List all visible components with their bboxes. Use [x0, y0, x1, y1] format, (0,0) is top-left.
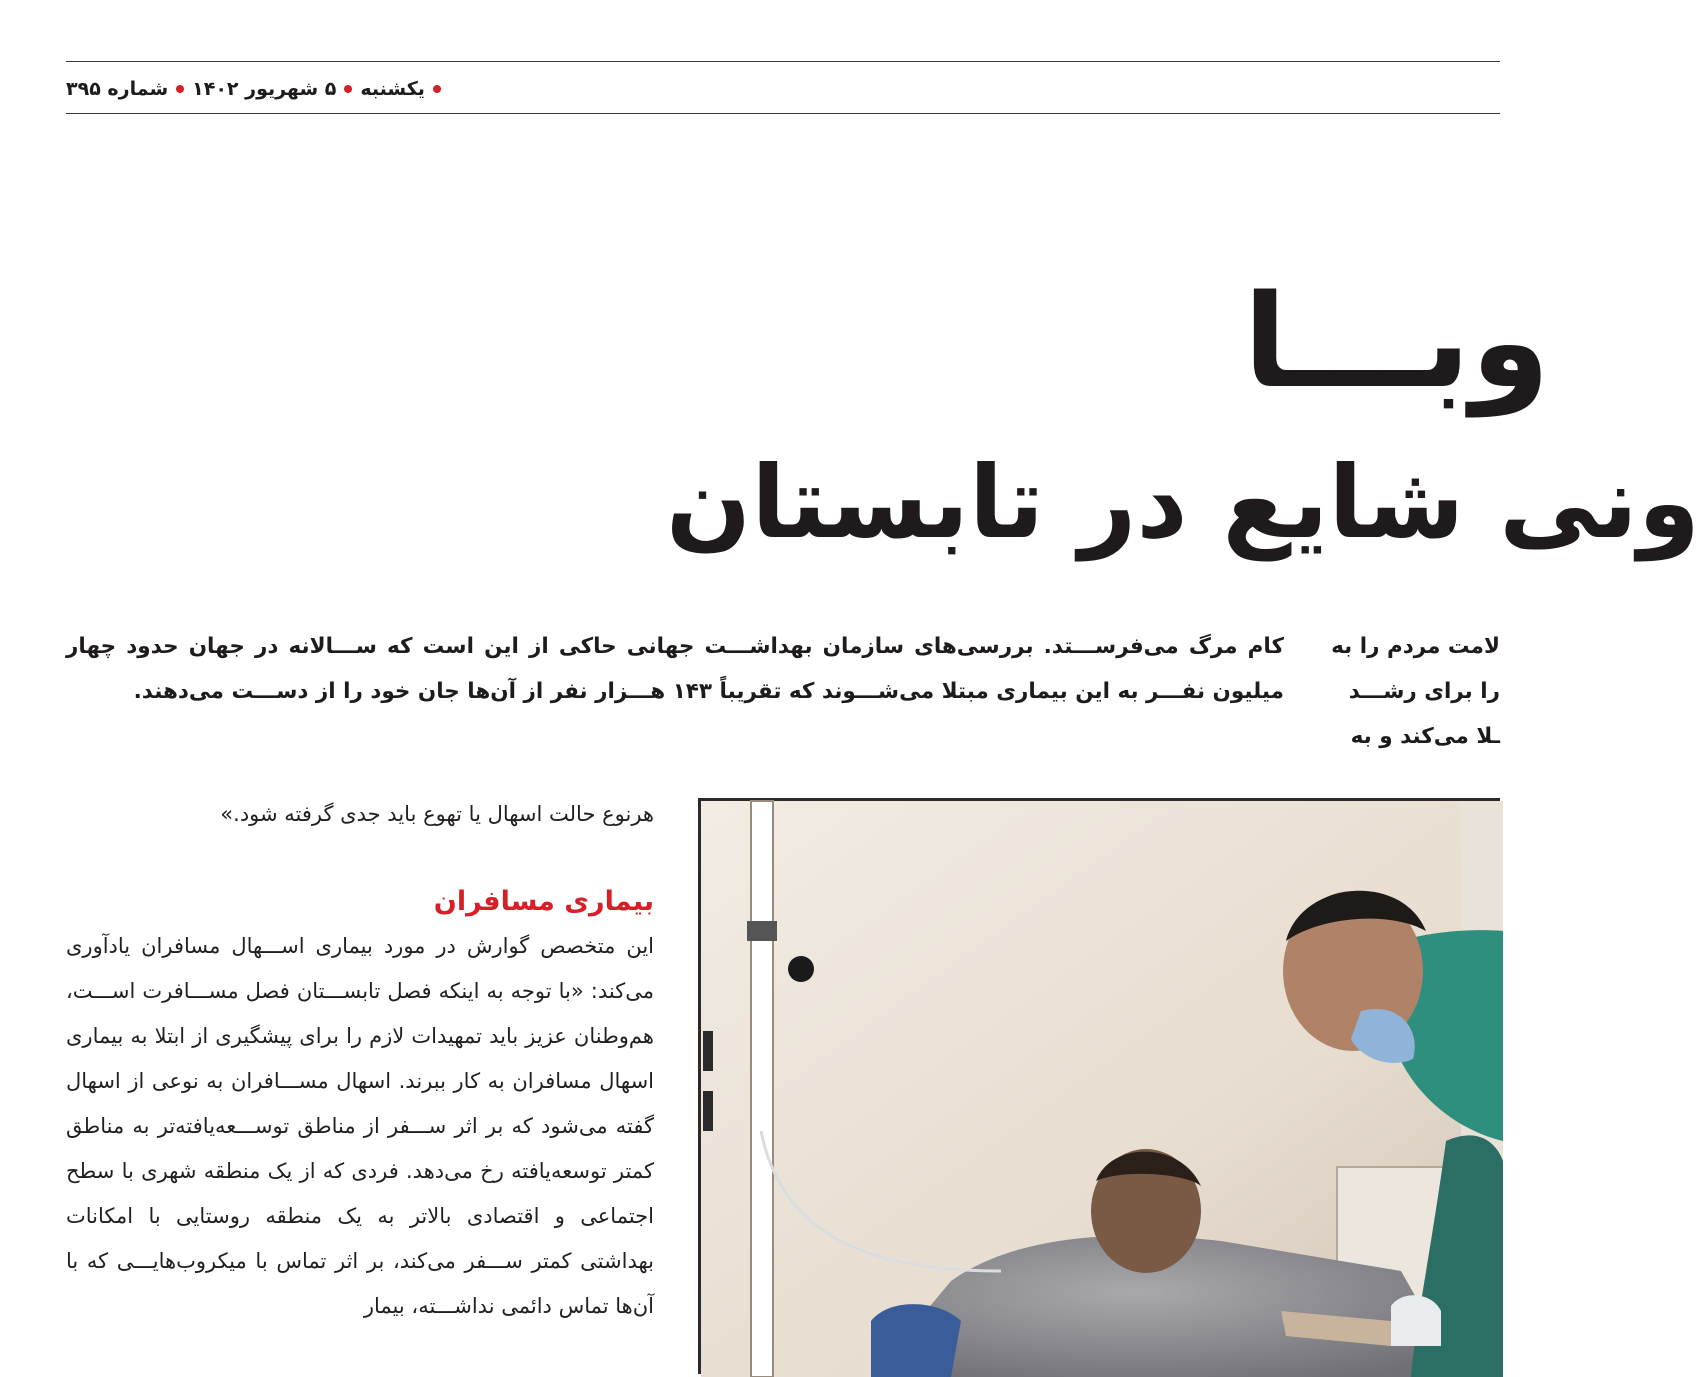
issue-date: ۵ شهریور ۱۴۰۲: [192, 78, 337, 100]
issue-number: شماره ۳۹۵: [66, 78, 169, 100]
wall-fixture-icon: [703, 1031, 713, 1071]
wall-fixture-icon: [703, 1091, 713, 1131]
iv-pole-icon: [751, 801, 773, 1377]
bullet-icon: [433, 85, 441, 93]
issue-line: [66, 73, 441, 105]
quote-ending: هرنوع حالت اسهال یا تهوع باید جدی گرفته شود.»: [220, 802, 654, 826]
lead-clipped-line: را برای رشـــد: [1348, 679, 1500, 704]
lead-clipped-line: ـلا می‌کند و به: [1350, 724, 1500, 749]
header-top-rule: [66, 61, 1500, 62]
glove-icon: [1391, 1295, 1441, 1346]
pillow-icon: [871, 1304, 961, 1377]
hospital-photo-icon: [698, 798, 1500, 1374]
issue-weekday: یکشنبه: [360, 78, 425, 100]
bullet-icon: [176, 85, 184, 93]
headline-line-2: ونی شایع در تابستان: [665, 444, 1700, 561]
pole-knob-icon: [788, 956, 814, 982]
headline-line-1: وبـــا: [1243, 268, 1550, 417]
iv-clamp-icon: [747, 921, 777, 941]
section-subhead: بیماری مسافران: [433, 886, 654, 917]
hospital-photo-svg: [701, 801, 1503, 1377]
article-paragraph: این متخصص گوارش در مورد بیماری اســـهال مسافران یادآوری می‌کند: «با توجه به اینکه فصل تابســـتان فصل مســـافرت اســـت، هم‌وطنان عزیز باید تمهیدات لازم را برای پیشگیری از ابتلا به بیماری اسهال مسافران به کار ببرند. اسهال مســـافران به نوعی از اسهال گفته می‌شود که بر اثر ســـفر از مناطق توســـعه‌یافته‌تر به مناطق کمتر توسعه‌یافته رخ می‌دهد. فردی که از یک منطقه شهری با سطح اجتماعی و اقتصادی بالاتر به یک منطقه روستایی با امکانات بهداشتی کمتر ســـفر می‌کند، بر اثر تماس با میکروب‌هایـــی که با آن‌ها تماس دائمی نداشـــته، بیمار: [66, 934, 654, 1318]
lead-paragraph: کام مرگ می‌فرســـتد. بررسی‌های سازمان بهداشـــت جهانی حاکی از این است که ســـالانه در جهان حدود چهار میلیون نفـــر به این بیماری مبتلا می‌شـــوند که تقریباً ۱۴۳ هـــزار نفر از آن‌ها جان خود را از دســـت می‌دهند.: [66, 634, 1284, 704]
header-bottom-rule: [66, 113, 1500, 114]
bullet-icon: [344, 85, 352, 93]
lead-clipped-line: لامت مردم را به: [1331, 634, 1500, 659]
lead-clipped-column: [1330, 624, 1500, 759]
